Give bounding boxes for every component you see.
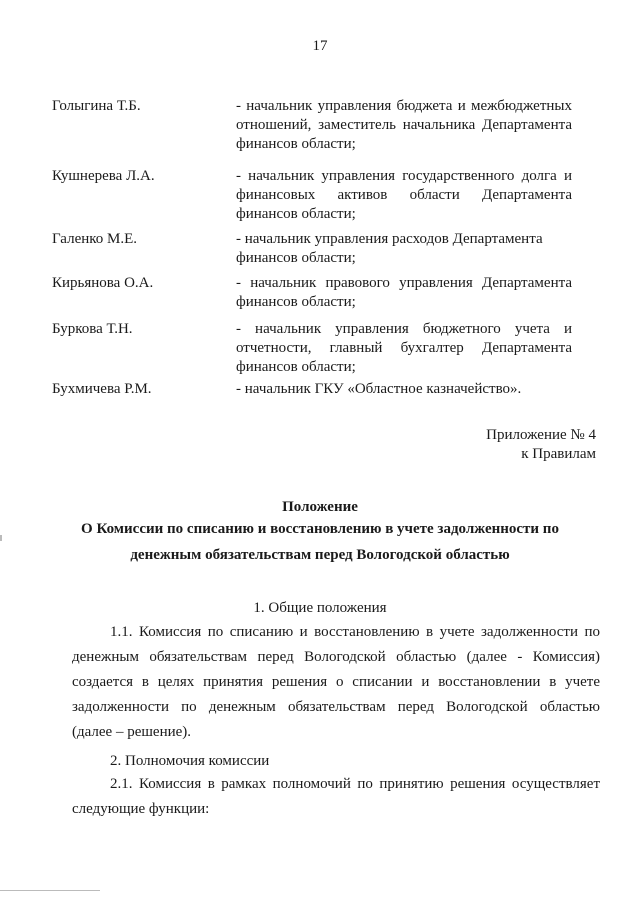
member-role <box>236 97 572 154</box>
appendix-number: Приложение № 4 <box>486 427 596 443</box>
role-line: финансов области; <box>236 206 356 222</box>
role-line: финансов области; <box>236 294 356 310</box>
role-line: - начальник управления бюджета и межбюджетных <box>236 98 572 114</box>
role-line: - начальник управления государственного долга и <box>236 168 572 184</box>
role-line: финансов области; <box>236 359 356 375</box>
paragraph-line: (далее – решение). <box>72 724 192 740</box>
member-name: Кирьянова О.А. <box>52 275 154 291</box>
member-role <box>236 320 572 377</box>
paragraph <box>72 772 600 822</box>
appendix-rules: к Правилам <box>521 446 596 462</box>
scan-artifact <box>0 535 2 541</box>
appendix-label <box>486 426 596 464</box>
member-role <box>236 167 572 224</box>
document-subtitle-line2: денежным обязательствам перед Вологодской областью <box>130 547 510 563</box>
document-subtitle-line1: О Комиссии по списанию и восстановлению в учете задолженности по <box>81 521 559 537</box>
role-line: - начальник управления бюджетного учета и <box>236 321 572 337</box>
paragraph <box>72 620 600 745</box>
member-name: Галенко М.Е. <box>52 231 138 247</box>
section-heading: 1. Общие положения <box>253 600 387 616</box>
role-line: финансов области; <box>236 136 356 152</box>
paragraph-line: 2.1. Комиссия в рамках полномочий по принятию решения осуществляет <box>110 776 600 792</box>
member-role <box>236 230 572 268</box>
role-line: - начальник правового управления Департамента <box>236 275 572 291</box>
member-name: Бухмичева Р.М. <box>52 381 152 397</box>
paragraph-line: задолженности по денежным обязательствам перед Вологодской областью <box>72 699 600 715</box>
paragraph-line: следующие функции: <box>72 801 210 817</box>
page-number: 17 <box>312 38 328 54</box>
member-role <box>236 380 572 399</box>
scan-artifact <box>0 890 100 891</box>
member-name: Голыгина Т.Б. <box>52 98 141 114</box>
role-line: отношений, заместитель начальника Департамента <box>236 117 572 133</box>
document-title: Положение <box>282 499 358 515</box>
member-name: Кушнерева Л.А. <box>52 168 155 184</box>
paragraph-line: создается в целях принятия решения о списании и восстановлении в учете <box>72 674 600 690</box>
member-role <box>236 274 572 312</box>
role-line: отчетности, главный бухгалтер Департамента <box>236 340 572 356</box>
role-line: - начальник ГКУ «Областное казначейство». <box>236 381 522 397</box>
member-name: Буркова Т.Н. <box>52 321 133 337</box>
role-line: финансовых активов области Департамента <box>236 187 572 203</box>
paragraph-line: 1.1. Комиссия по списанию и восстановлению в учете задолженности по <box>110 624 600 640</box>
section-heading: 2. Полномочия комиссии <box>110 753 270 769</box>
paragraph-line: денежным обязательствам перед Вологодской областью (далее - Комиссия) <box>72 649 600 665</box>
role-line: финансов области; <box>236 250 356 266</box>
role-line: - начальник управления расходов Департамента <box>236 231 543 247</box>
